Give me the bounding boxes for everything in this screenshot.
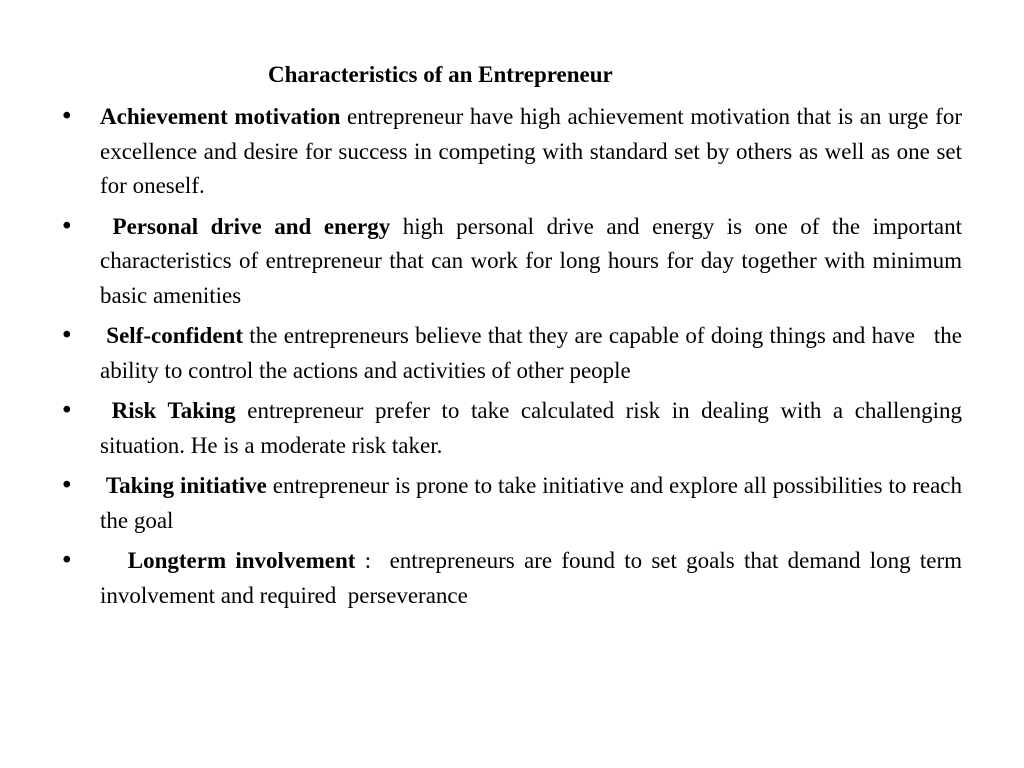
- item-description: high personal drive and energy is one of the important characteristics of entrepreneur that can work for long hours for day together with minimum basic amenities: [100, 213, 968, 308]
- item-description: entrepreneur have high achievement motivation that is an urge for excellence and desire for success in competing with standard set by others as well as one set for oneself.: [100, 104, 968, 198]
- list-item: [0, 210, 1024, 314]
- bullet-icon: •: [60, 473, 74, 499]
- item-description: the entrepreneurs believe that they are capable of doing things and have the ability to control the actions and activities of other people: [100, 323, 968, 383]
- bullet-icon: •: [60, 213, 74, 240]
- item-description: : entrepreneurs are found to set goals that demand long term involvement and required perseverance: [100, 548, 968, 608]
- list-item: [0, 319, 1024, 388]
- item-description: entrepreneur is prone to take initiative and explore all possibilities to reach the goal: [100, 473, 968, 533]
- item-term: Self-confident: [100, 323, 244, 348]
- list-item: [0, 544, 1024, 613]
- list-item: [0, 394, 1024, 463]
- item-term: Longterm involvement: [100, 548, 356, 573]
- list-item-text: [100, 544, 968, 613]
- bullet-icon: •: [60, 323, 74, 349]
- list-item-text: [100, 469, 968, 538]
- list-item-text: [100, 394, 968, 463]
- item-term: Achievement motivation: [100, 104, 341, 129]
- item-term: Risk Taking: [100, 398, 236, 423]
- list-item: [0, 469, 1024, 538]
- slide-title: Characteristics of an Entrepreneur: [268, 62, 613, 87]
- list-item: [0, 100, 1024, 204]
- list-item-text: [100, 319, 968, 388]
- list-item-text: [100, 210, 968, 314]
- item-description: entrepreneur prefer to take calculated risk in dealing with a challenging situation. He is a moderate risk taker.: [100, 398, 968, 458]
- item-term: Taking initiative: [100, 473, 267, 498]
- characteristics-list: [0, 100, 1024, 619]
- bullet-icon: •: [60, 104, 74, 130]
- item-term: Personal drive and energy: [100, 213, 391, 239]
- bullet-icon: •: [60, 548, 74, 574]
- list-item-text: [100, 100, 968, 204]
- bullet-icon: •: [60, 398, 74, 424]
